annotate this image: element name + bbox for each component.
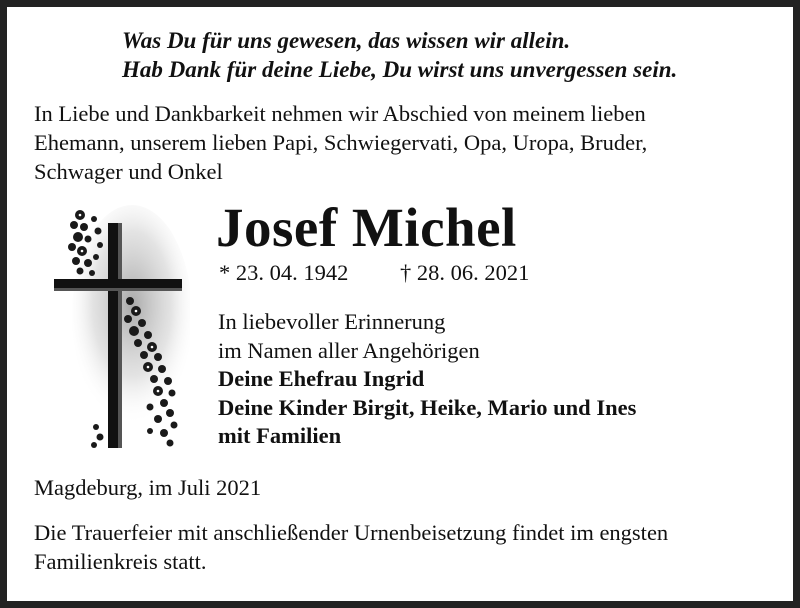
mourner-children: Deine Kinder Birgit, Heike, Mario und Ines (218, 394, 637, 420)
life-dates (219, 259, 529, 287)
motto-verse (122, 26, 677, 84)
intro-text (34, 99, 774, 186)
death-date: † 28. 06. 2021 (400, 260, 530, 285)
funeral-notice (34, 518, 668, 576)
intro-line-3: Schwager und Onkel (34, 159, 223, 184)
cross-with-ivy-icon (50, 205, 190, 455)
memory-line-1: In liebevoller Erinnerung (218, 309, 446, 334)
mourner-families: mit Familien (218, 423, 342, 448)
intro-line-2: Ehemann, unserem lieben Papi, Schwiegervati, Opa, Uropa, Bruder, (34, 130, 648, 155)
memory-line-2: im Namen aller Angehörigen (218, 337, 480, 363)
birth-date: * 23. 04. 1942 (219, 260, 349, 285)
motto-line-1: Was Du für uns gewesen, das wissen wir allein. (122, 28, 571, 53)
motto-line-2: Hab Dank für deine Liebe, Du wirst uns unvergessen sein. (122, 57, 678, 82)
funeral-line-2: Familienkreis statt. (34, 549, 207, 574)
intro-line-1: In Liebe und Dankbarkeit nehmen wir Abschied von meinem lieben (34, 101, 646, 126)
deceased-name: Josef Michel (216, 197, 517, 258)
mourner-spouse: Deine Ehefrau Ingrid (218, 366, 425, 391)
mourners-block (218, 308, 636, 451)
place-date: Magdeburg, im Juli 2021 (34, 475, 262, 500)
funeral-line-1: Die Trauerfeier mit anschließender Urnenbeisetzung findet im engsten (34, 520, 669, 545)
